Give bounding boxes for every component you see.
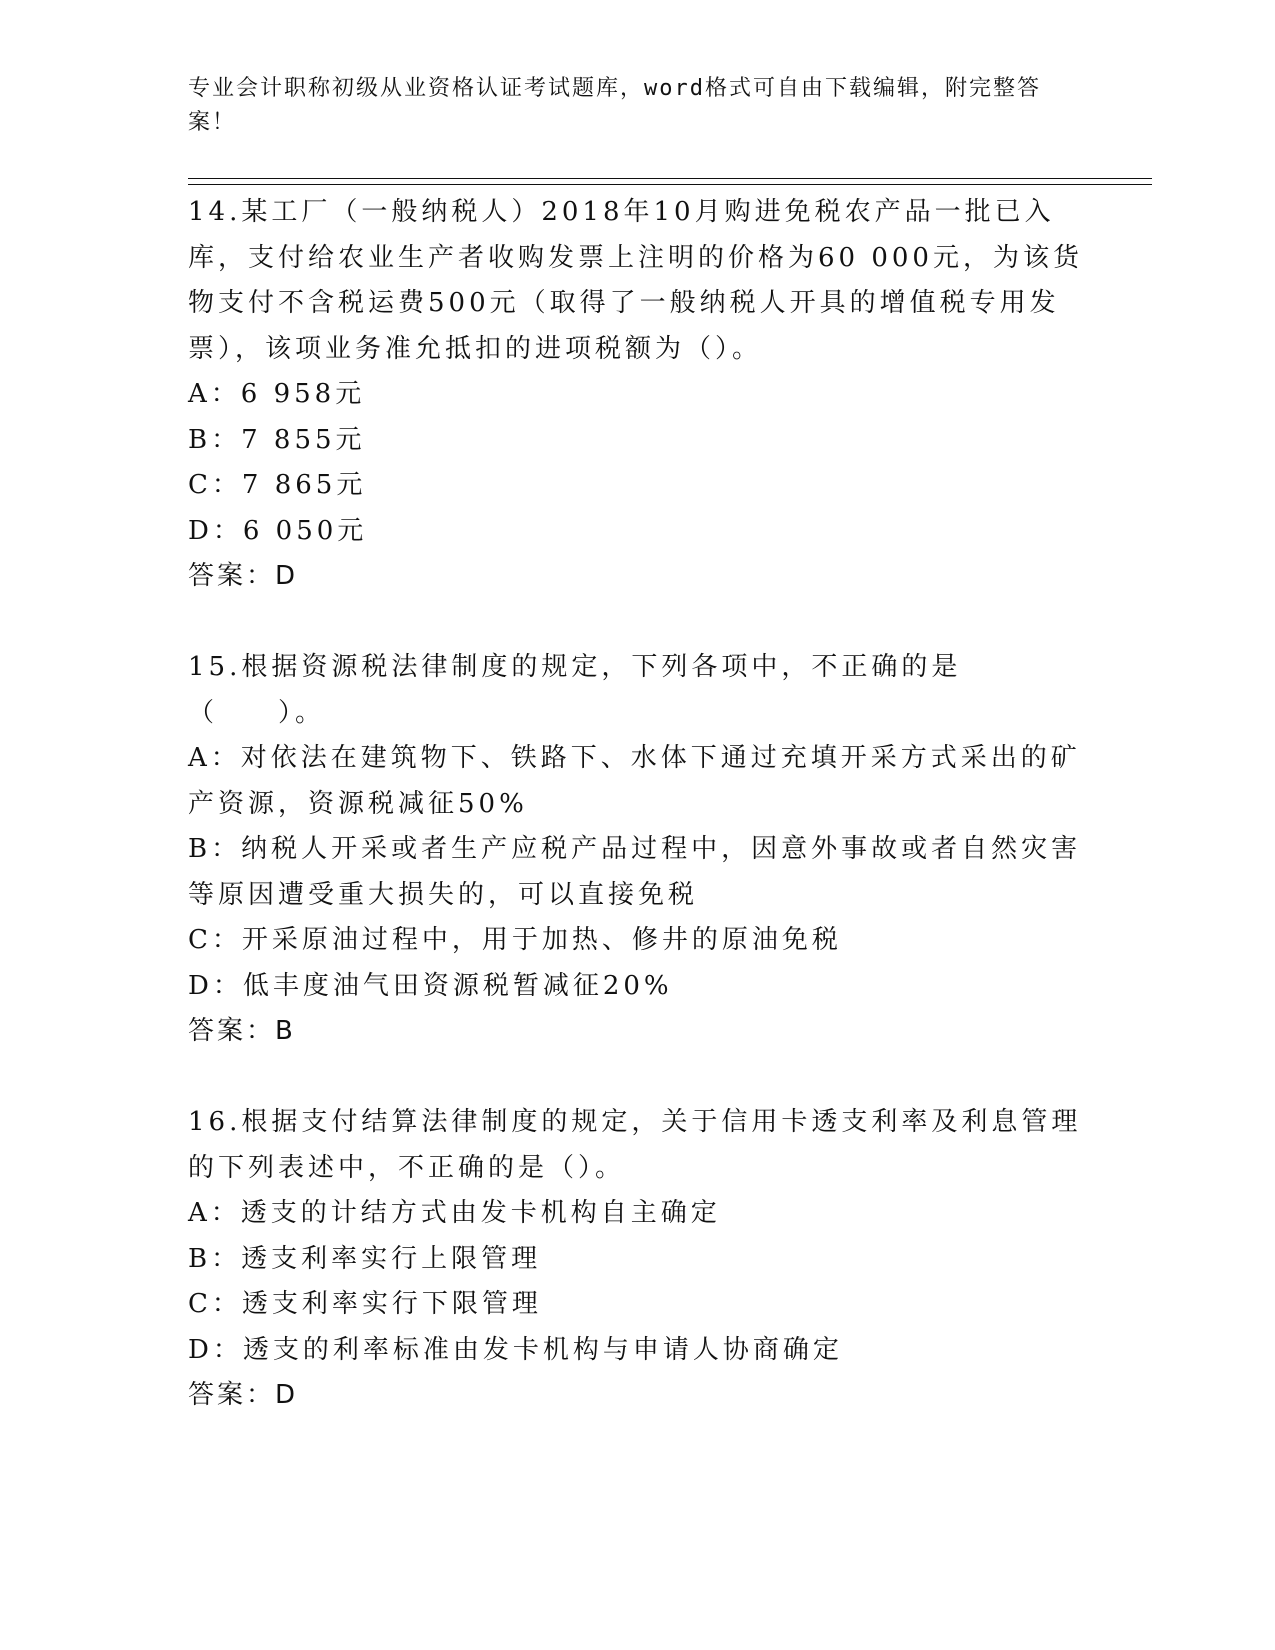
question-text: 15.根据资源税法律制度的规定，下列各项中，不正确的是（ ）。 <box>188 652 962 728</box>
option-a: A：6 958元 <box>188 379 366 409</box>
option-a: A：对依法在建筑物下、铁路下、水体下通过充填开采方式采出的矿产资源，资源税减征50% <box>188 743 1081 819</box>
option-c: C：开采原油过程中，用于加热、修井的原油免税 <box>188 925 842 955</box>
answer: 答案：D <box>188 561 299 591</box>
question-text: 14.某工厂（一般纳税人）2018年10月购进免税农产品一批已入库，支付给农业生产者收购发票上注明的价格为60 000元，为该货物支付不含税运费500元（取得了一般纳税人开具的增值税专用发票），该项业务准允抵扣的进项税额为（）。 <box>188 197 1083 364</box>
answer: 答案：D <box>188 1380 299 1410</box>
option-b: B：透支利率实行上限管理 <box>188 1243 542 1274</box>
question-14 <box>188 190 1088 600</box>
header-divider-bottom <box>188 184 1152 185</box>
option-d: D：低丰度油气田资源税暂减征20% <box>188 970 673 1001</box>
question-16 <box>188 1100 1088 1419</box>
option-b: B：7 855元 <box>188 424 366 455</box>
option-d: D：6 050元 <box>188 515 368 546</box>
question-text: 16.根据支付结算法律制度的规定，关于信用卡透支利率及利息管理的下列表述中，不正确的是（）。 <box>188 1107 1082 1183</box>
option-d: D：透支的利率标准由发卡机构与申请人协商确定 <box>188 1334 843 1365</box>
document-header: 专业会计职称初级从业资格认证考试题库，word格式可自由下载编辑，附完整答案！ <box>188 76 1041 135</box>
option-b: B：纳税人开采或者生产应税产品过程中，因意外事故或者自然灾害等原因遭受重大损失的，可以直接免税 <box>188 834 1082 910</box>
answer: 答案：B <box>188 1016 296 1046</box>
header-divider-top <box>188 178 1152 179</box>
option-c: C：7 865元 <box>188 470 367 500</box>
question-list <box>188 190 1088 1464</box>
option-c: C：透支利率实行下限管理 <box>188 1289 542 1319</box>
question-15 <box>188 645 1088 1055</box>
option-a: A：透支的计结方式由发卡机构自主确定 <box>188 1198 721 1228</box>
